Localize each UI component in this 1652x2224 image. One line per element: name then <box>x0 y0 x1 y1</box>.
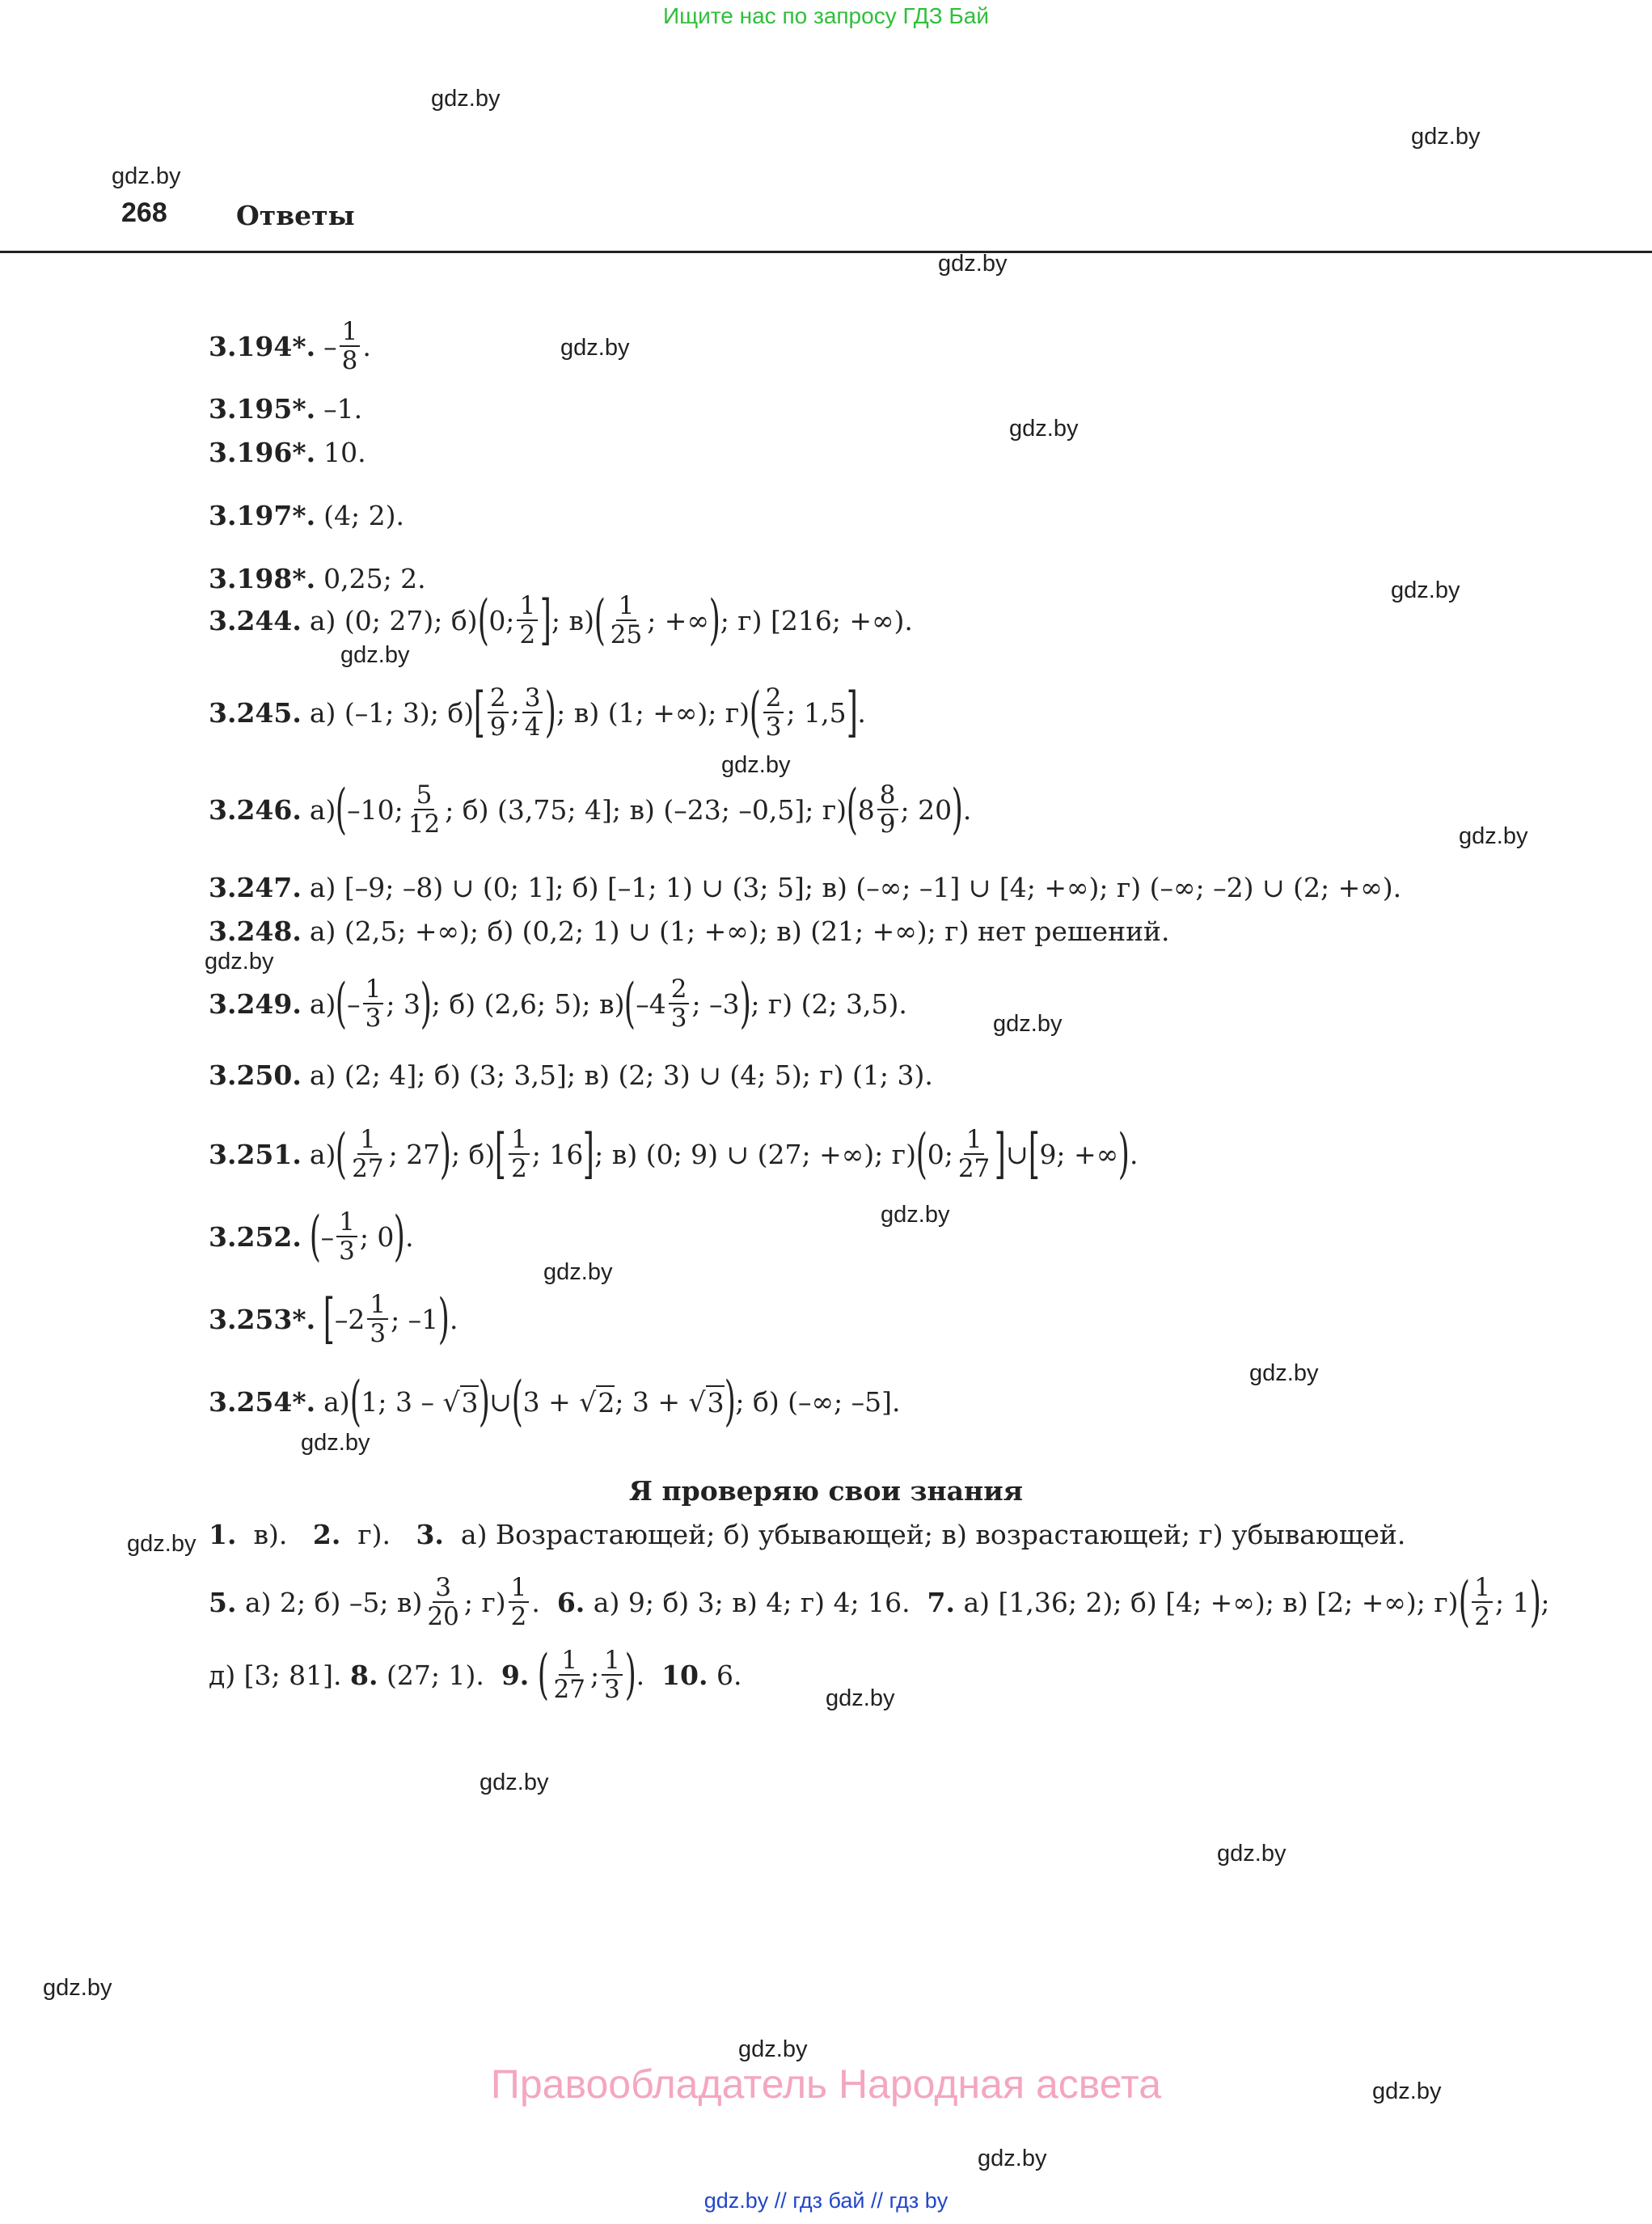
paren-open: ( <box>537 1643 549 1706</box>
task-number: 5. <box>209 1586 237 1618</box>
answer-3-245 <box>209 681 866 744</box>
answer-text: – <box>320 1220 335 1253</box>
fraction <box>669 975 690 1032</box>
answer-text: –1. <box>323 393 363 425</box>
paren-close: ) <box>545 681 557 744</box>
numerator: 1 <box>559 1647 580 1676</box>
denominator: 3 <box>604 1675 620 1705</box>
answer-text: ∪ <box>1006 1138 1029 1170</box>
answer-text: в). <box>253 1519 288 1550</box>
answer-text: ; г) (2; 3,5). <box>750 987 907 1020</box>
answer-text: – <box>323 330 337 362</box>
watermark: gdz.by <box>993 1011 1063 1037</box>
fraction <box>488 684 509 741</box>
denominator: 27 <box>352 1154 384 1184</box>
answer-text: 1; 3 – √ <box>361 1385 460 1418</box>
paren-close: ) <box>1118 1123 1130 1186</box>
denominator: 3 <box>765 712 782 742</box>
answer-text: (27; 1). <box>386 1659 484 1691</box>
paren-open: ( <box>336 1123 348 1186</box>
answer-number: 3.252. <box>209 1220 302 1253</box>
watermark: gdz.by <box>1459 823 1528 849</box>
answer-text: 0,25; 2. <box>323 563 426 594</box>
answer-text: –4 <box>636 987 666 1020</box>
denominator: 12 <box>408 810 441 839</box>
task-number: 6. <box>556 1586 585 1618</box>
numerator: 8 <box>877 781 898 810</box>
paren-open: ( <box>309 1205 321 1268</box>
answer-text: а) (2,5; +∞); б) (0,2; 1) ∪ (1; +∞); в) (21; +∞); г) нет решений. <box>309 915 1170 947</box>
denominator: 27 <box>553 1675 585 1705</box>
answer-text: ; –3 <box>691 987 740 1020</box>
answer-3-252 <box>209 1205 414 1268</box>
answer-text: . <box>362 330 371 362</box>
answer-text: а) (0; 27); б) <box>309 604 478 636</box>
paren-close: ) <box>1529 1571 1541 1634</box>
fraction <box>509 1574 530 1630</box>
answer-text: ; 27 <box>388 1138 441 1170</box>
check-line-2 <box>209 1571 1550 1634</box>
answer-number: 3.251. <box>209 1138 302 1170</box>
answer-text: 0; <box>927 1138 953 1170</box>
watermark: gdz.by <box>1249 1360 1319 1386</box>
paren-close: ) <box>420 972 432 1035</box>
task-number: 8. <box>350 1659 378 1691</box>
answer-3-247 <box>209 872 1401 903</box>
bracket-open: [ <box>473 681 486 744</box>
answer-text: ; 20 <box>900 793 953 826</box>
fraction <box>363 975 384 1032</box>
answer-text: ; 3 + √ <box>615 1385 706 1418</box>
paren-close: ) <box>437 1287 450 1351</box>
numerator: 2 <box>763 684 784 713</box>
answer-text: ; в) (1; +∞); г) <box>556 696 750 729</box>
answer-number: 3.249. <box>209 987 302 1020</box>
paren-open: ( <box>336 778 348 841</box>
answer-text: д) [3; 81]. <box>209 1659 342 1691</box>
numerator: 1 <box>367 1291 388 1320</box>
answer-number: 3.245. <box>209 696 302 729</box>
fraction <box>425 1574 461 1630</box>
answer-text: ; –1 <box>391 1303 439 1335</box>
numerator: 1 <box>517 592 538 621</box>
fraction <box>509 1126 530 1182</box>
section-title: Я проверяю свои знания <box>628 1475 1024 1507</box>
numerator: 5 <box>414 781 435 810</box>
answer-3-198 <box>209 563 426 594</box>
task-number: 1. <box>209 1519 237 1550</box>
answer-text: ; г) <box>463 1586 506 1618</box>
numerator: 1 <box>602 1647 623 1676</box>
paren-open: ( <box>349 1370 361 1432</box>
numerator: 2 <box>669 975 690 1004</box>
fraction <box>956 1126 992 1182</box>
answer-text: . <box>636 1659 645 1691</box>
answer-text: ; 16 <box>531 1138 584 1170</box>
fraction <box>1472 1574 1493 1630</box>
top-banner: Ищите нас по запросу ГДЗ Бай <box>662 3 990 28</box>
answer-text: 8 <box>857 793 875 826</box>
denominator: 25 <box>610 620 643 650</box>
paren-close: ) <box>394 1205 406 1268</box>
numerator: 2 <box>488 684 509 713</box>
bracket-close: ] <box>539 589 552 652</box>
answer-3-254 <box>209 1370 901 1432</box>
numerator: 1 <box>363 975 384 1004</box>
answer-text: . <box>857 696 866 729</box>
header-rule <box>0 251 1652 253</box>
paren-close: ) <box>724 1370 736 1432</box>
answer-text: . <box>1129 1138 1139 1170</box>
paren-open: ( <box>336 972 348 1035</box>
watermark: gdz.by <box>205 949 274 975</box>
bracket-close: ] <box>846 681 858 744</box>
answer-text: ; <box>510 696 520 729</box>
paren-close: ) <box>951 778 964 841</box>
answer-text: а) Возрастающей; б) убывающей; в) возрастающей; г) убывающей. <box>460 1519 1406 1550</box>
watermark: gdz.by <box>543 1259 613 1285</box>
check-line-3 <box>209 1643 742 1706</box>
watermark: gdz.by <box>127 1531 196 1557</box>
page-number: 268 <box>121 197 167 228</box>
answer-number: 3.248. <box>209 915 302 947</box>
answer-3-250 <box>209 1059 933 1091</box>
answer-text: ; <box>1540 1586 1550 1618</box>
answer-3-251 <box>209 1123 1139 1186</box>
watermark: gdz.by <box>301 1430 370 1456</box>
answer-3-195 <box>209 393 362 425</box>
answer-number: 3.244. <box>209 604 302 636</box>
paren-close: ) <box>708 589 720 652</box>
answer-number: 3.247. <box>209 872 302 903</box>
answer-text: ; в) <box>551 604 594 636</box>
numerator: 1 <box>509 1574 530 1603</box>
answer-3-244 <box>209 589 913 652</box>
answer-3-246 <box>209 778 972 841</box>
paren-close: ) <box>478 1370 490 1432</box>
answer-text: ; в) (0; 9) ∪ (27; +∞); г) <box>594 1138 916 1170</box>
answer-text: 9; +∞ <box>1039 1138 1119 1170</box>
fraction <box>763 684 784 741</box>
answer-number: 3.196*. <box>209 437 316 468</box>
watermark: gdz.by <box>480 1769 549 1795</box>
answer-number: 3.253*. <box>209 1303 316 1335</box>
answer-number: 3.198*. <box>209 563 316 594</box>
answer-text: –2 <box>334 1303 365 1335</box>
paren-open: ( <box>477 589 489 652</box>
paren-open: ( <box>749 681 761 744</box>
answer-3-248 <box>209 915 1170 947</box>
denominator: 9 <box>879 810 896 839</box>
bracket-open: [ <box>495 1123 507 1186</box>
copyright-notice: Правообладатель Народная асвета <box>490 2061 1162 2107</box>
running-head: Ответы <box>236 200 355 231</box>
answer-number: 3.197*. <box>209 500 316 531</box>
footer-links[interactable]: gdz.by // гдз бай // гдз by <box>703 2188 949 2213</box>
radicand: 2 <box>598 1386 615 1419</box>
answer-text: 10. <box>323 437 366 468</box>
watermark: gdz.by <box>721 752 791 778</box>
denominator: 3 <box>670 1004 687 1034</box>
task-number: 7. <box>927 1586 955 1618</box>
answer-number: 3.246. <box>209 793 302 826</box>
answer-text: ∪ <box>489 1385 512 1418</box>
watermark: gdz.by <box>1372 2078 1442 2104</box>
watermark: gdz.by <box>340 642 410 668</box>
answer-text: а) <box>309 793 336 826</box>
numerator: 1 <box>1472 1574 1493 1603</box>
answer-text: а) (2; 4]; б) (3; 3,5]; в) (2; 3) ∪ (4; 5); г) (1; 3). <box>309 1059 933 1091</box>
answer-text: ; 0 <box>359 1220 395 1253</box>
answer-text: ; б) <box>450 1138 496 1170</box>
answer-text: 0; <box>488 604 515 636</box>
fraction <box>877 781 898 838</box>
answer-text: 3 + √ <box>522 1385 597 1418</box>
answer-3-249 <box>209 972 907 1035</box>
watermark: gdz.by <box>1391 577 1460 603</box>
fraction <box>367 1291 388 1347</box>
answer-text: ; г) [216; +∞). <box>720 604 913 636</box>
answer-text: а) (–1; 3); б) <box>309 696 475 729</box>
watermark: gdz.by <box>978 2146 1047 2171</box>
numerator: 3 <box>433 1574 454 1603</box>
radicand: 3 <box>461 1386 479 1419</box>
fraction <box>551 1647 588 1703</box>
fraction <box>517 592 538 649</box>
fraction <box>608 592 644 649</box>
answer-text: а) <box>309 987 336 1020</box>
paren-close: ) <box>439 1123 452 1186</box>
watermark: gdz.by <box>1009 416 1079 442</box>
check-line-1 <box>209 1519 1405 1550</box>
answer-text: а) <box>309 1138 336 1170</box>
paren-open: ( <box>624 972 636 1035</box>
fraction <box>340 318 361 374</box>
denominator: 2 <box>511 1154 527 1184</box>
numerator: 1 <box>336 1208 357 1237</box>
answer-number: 3.194*. <box>209 330 316 362</box>
answer-text: ; +∞ <box>647 604 709 636</box>
answer-number: 3.250. <box>209 1059 302 1091</box>
numerator: 1 <box>964 1126 985 1155</box>
denominator: 9 <box>489 712 506 742</box>
denominator: 20 <box>427 1602 459 1632</box>
task-number: 10. <box>661 1659 708 1691</box>
paren-open: ( <box>1458 1571 1470 1634</box>
answer-text: ; 1 <box>1495 1586 1530 1618</box>
bracket-close: ] <box>583 1123 595 1186</box>
answer-text: а) 2; б) –5; в) <box>244 1586 423 1618</box>
denominator: 2 <box>510 1602 527 1632</box>
answer-text: а) 9; б) 3; в) 4; г) 4; 16. <box>593 1586 911 1618</box>
paren-open: ( <box>511 1370 523 1432</box>
watermark: gdz.by <box>1411 124 1481 150</box>
answer-text: г). <box>357 1519 391 1550</box>
denominator: 3 <box>339 1237 355 1266</box>
answer-text: ; б) (2,6; 5); в) <box>431 987 625 1020</box>
answer-text: –10; <box>347 793 403 826</box>
answer-text: (4; 2). <box>323 500 404 531</box>
answer-3-197 <box>209 500 404 531</box>
answer-text: а) [–9; –8) ∪ (0; 1]; б) [–1; 1) ∪ (3; 5]; в) (–∞; –1] ∪ [4; +∞); г) (–∞; –2) ∪ (2; +∞). <box>309 872 1402 903</box>
answer-text: 6. <box>716 1659 742 1691</box>
watermark: gdz.by <box>43 1975 112 2001</box>
answer-text: а) [1,36; 2); б) [4; +∞); в) [2; +∞); г) <box>963 1586 1459 1618</box>
answer-text: ; 3 <box>386 987 420 1020</box>
watermark: gdz.by <box>431 86 501 112</box>
watermark: gdz.by <box>560 335 630 361</box>
answer-text: а) <box>323 1385 350 1418</box>
answer-text: . <box>449 1303 458 1335</box>
answer-number: 3.195*. <box>209 393 316 425</box>
fraction <box>522 684 543 741</box>
denominator: 8 <box>341 346 358 376</box>
bracket-close: ] <box>995 1123 1007 1186</box>
numerator: 1 <box>616 592 637 621</box>
answer-3-253 <box>209 1287 458 1351</box>
answer-text: ; 1,5 <box>786 696 847 729</box>
fraction <box>602 1647 623 1703</box>
paren-close: ) <box>624 1643 636 1706</box>
watermark: gdz.by <box>938 251 1008 277</box>
fraction <box>349 1126 386 1182</box>
answer-text: ; б) (–∞; –5]. <box>735 1385 901 1418</box>
denominator: 27 <box>957 1154 991 1184</box>
watermark: gdz.by <box>1217 1841 1287 1867</box>
watermark: gdz.by <box>881 1202 950 1228</box>
answer-text: . <box>405 1220 414 1253</box>
fraction <box>336 1208 357 1265</box>
watermark: gdz.by <box>826 1685 895 1711</box>
paren-open: ( <box>846 778 858 841</box>
numerator: 1 <box>357 1126 378 1155</box>
task-number: 3. <box>416 1519 444 1550</box>
numerator: 1 <box>509 1126 530 1155</box>
task-number: 9. <box>501 1659 530 1691</box>
answer-text: . <box>962 793 972 826</box>
denominator: 3 <box>370 1319 387 1349</box>
answer-text: – <box>347 987 361 1020</box>
answer-3-196 <box>209 437 366 468</box>
answer-text: ; <box>589 1659 600 1691</box>
answer-number: 3.254*. <box>209 1385 316 1418</box>
denominator: 4 <box>524 712 541 742</box>
denominator: 3 <box>365 1004 382 1034</box>
answer-text: . <box>531 1586 540 1618</box>
fraction <box>406 781 442 838</box>
bracket-open: [ <box>1028 1123 1040 1186</box>
watermark: gdz.by <box>738 2036 808 2062</box>
paren-close: ) <box>739 972 751 1035</box>
numerator: 3 <box>522 684 543 713</box>
answer-text: ; б) (3,75; 4]; в) (–23; –0,5]; г) <box>445 793 847 826</box>
watermark: gdz.by <box>112 163 181 189</box>
task-number: 2. <box>312 1519 341 1550</box>
paren-open: ( <box>915 1123 927 1186</box>
numerator: 1 <box>340 318 361 347</box>
bracket-open: [ <box>323 1287 336 1351</box>
denominator: 2 <box>519 620 536 650</box>
answer-3-194 <box>209 318 371 374</box>
paren-open: ( <box>594 589 606 652</box>
radicand: 3 <box>707 1386 725 1419</box>
denominator: 2 <box>1474 1602 1490 1632</box>
